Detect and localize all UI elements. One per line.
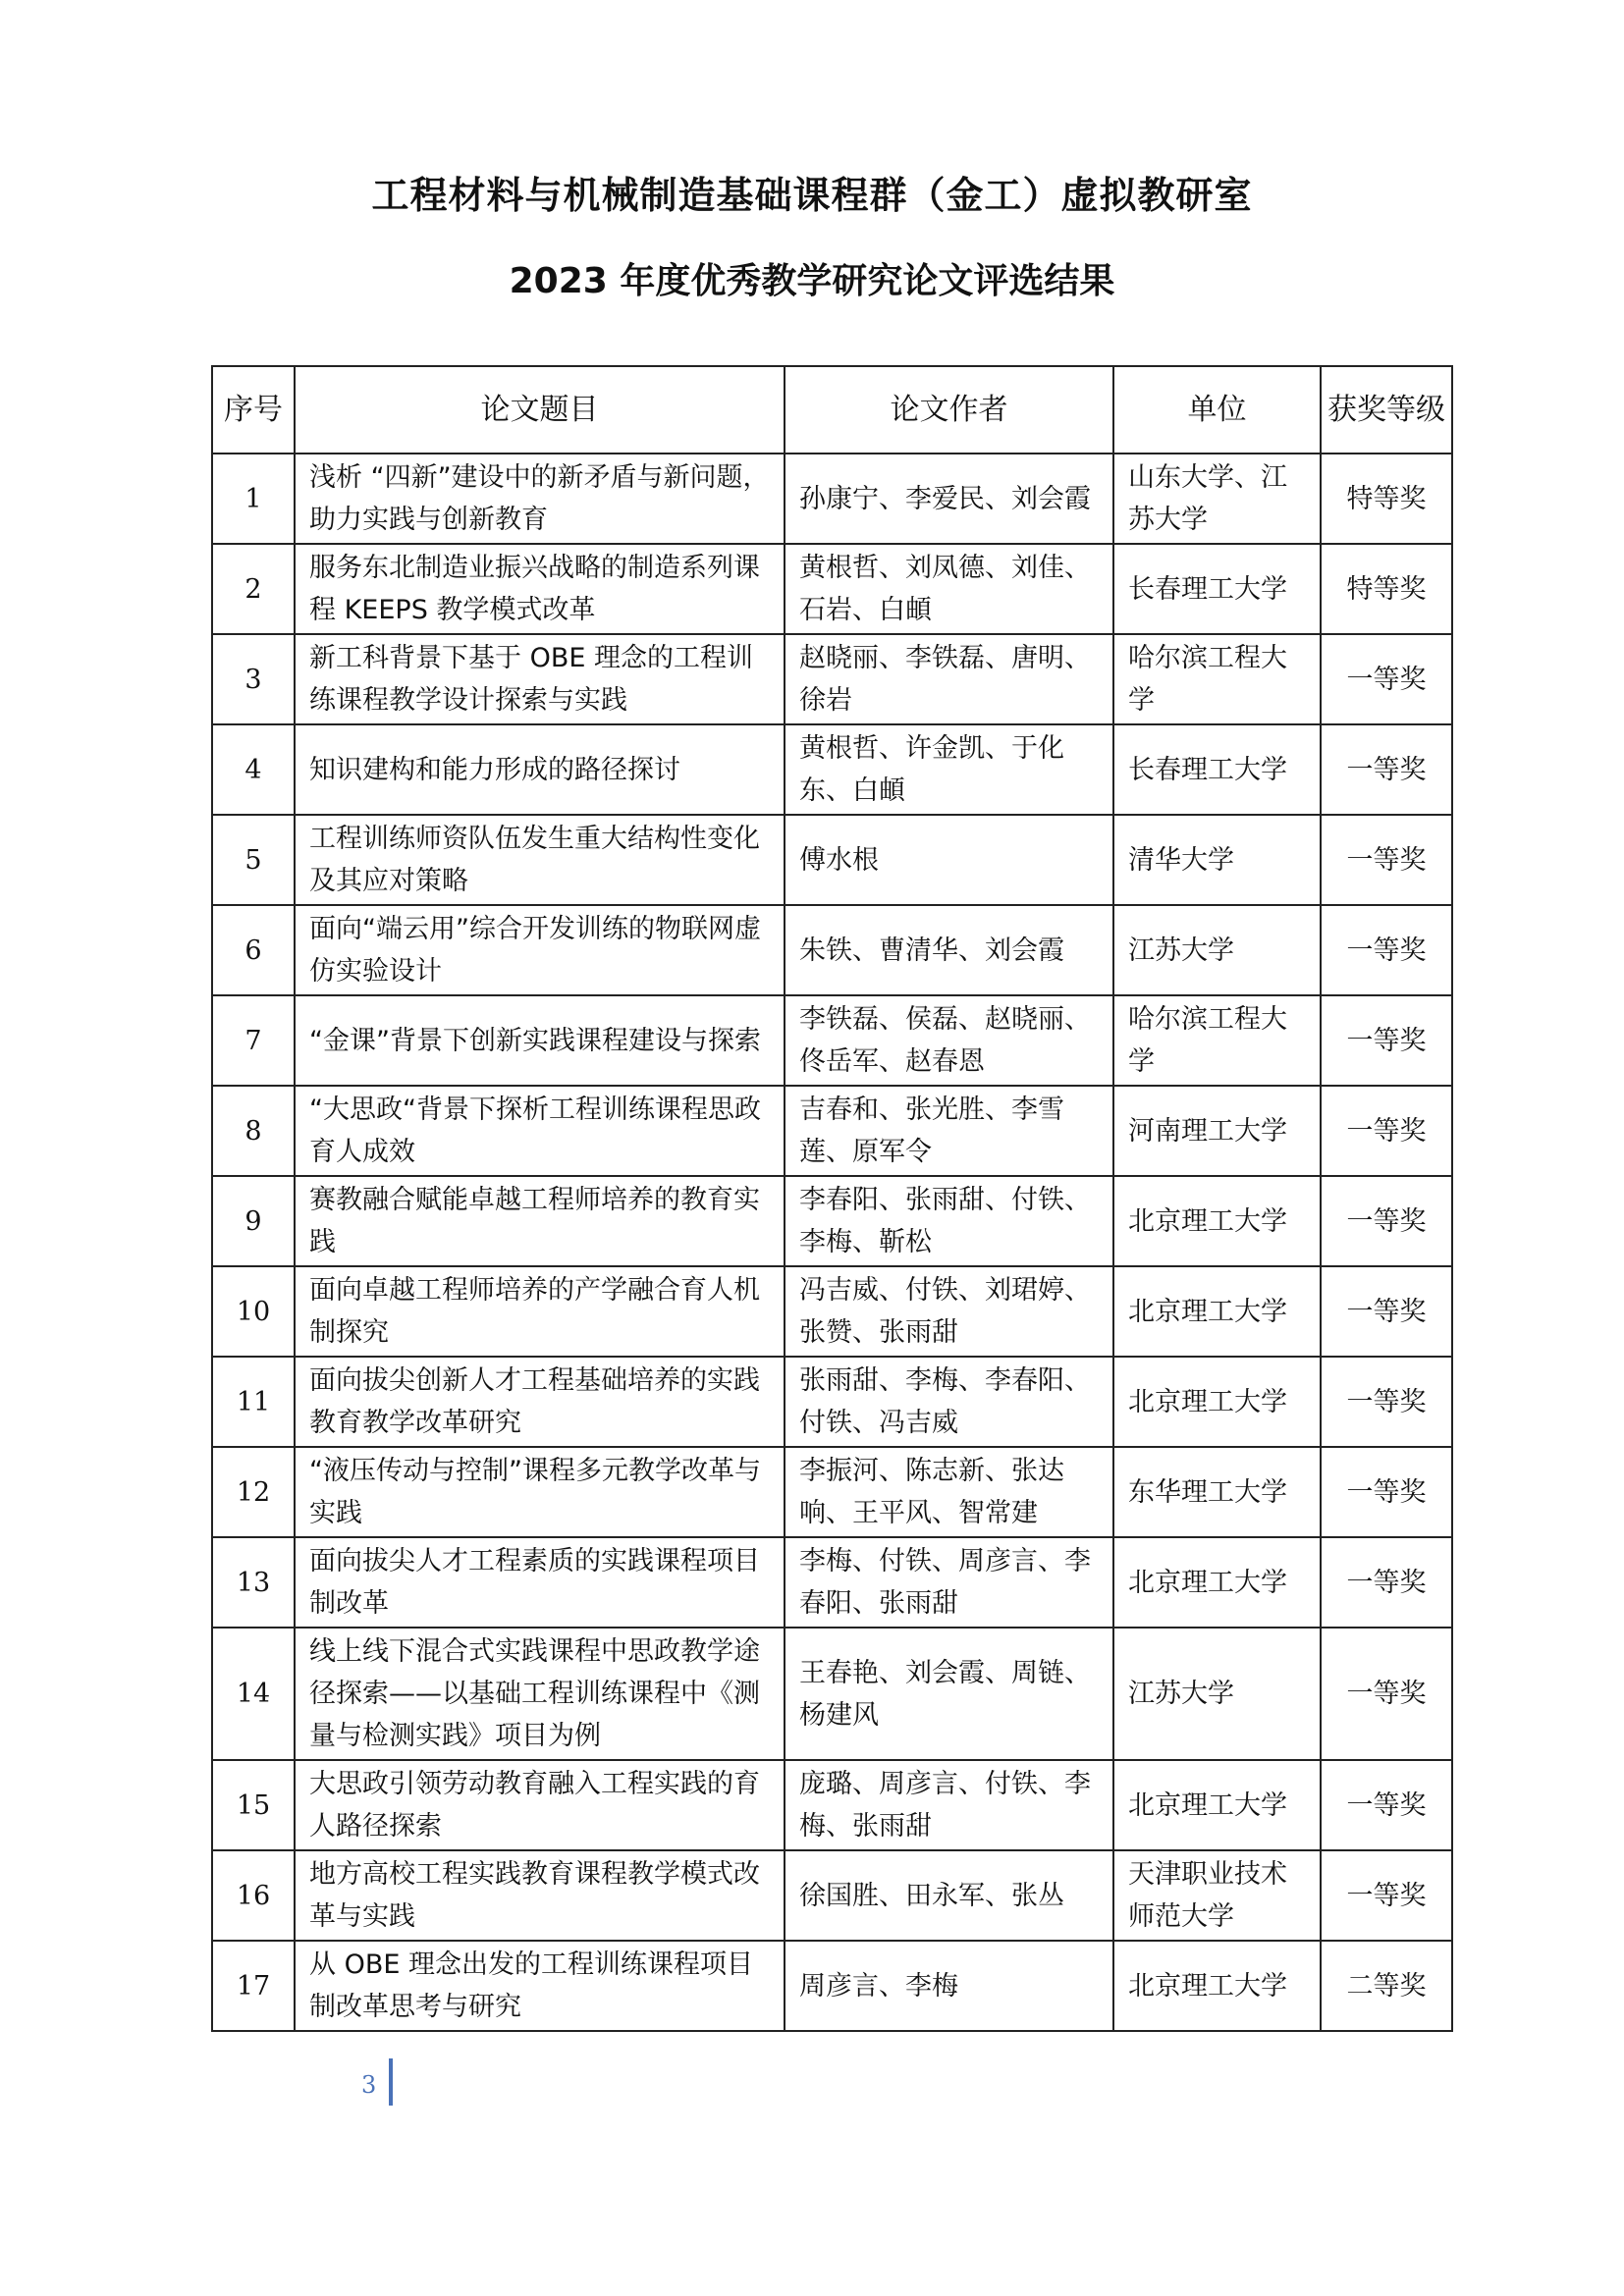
cell-title: “大思政“背景下探析工程训练课程思政育人成效 [295,1086,785,1176]
cell-award: 一等奖 [1321,1628,1452,1760]
cell-no: 17 [212,1941,295,2031]
cell-award: 一等奖 [1321,1266,1452,1357]
cell-unit: 清华大学 [1113,815,1321,905]
cell-no: 8 [212,1086,295,1176]
cell-title: 服务东北制造业振兴战略的制造系列课程 KEEPS 教学模式改革 [295,544,785,634]
cell-unit: 北京理工大学 [1113,1537,1321,1628]
cell-authors: 李梅、付铁、周彦言、李春阳、张雨甜 [785,1537,1113,1628]
table-row [212,544,1452,634]
header-row [212,366,1452,454]
page-number: 3 [361,2071,377,2099]
table-row [212,905,1452,995]
cell-authors: 赵晓丽、李铁磊、唐明、徐岩 [785,634,1113,724]
table-row [212,1760,1452,1850]
cell-title: 工程训练师资队伍发生重大结构性变化及其应对策略 [295,815,785,905]
cell-no: 4 [212,724,295,815]
cell-authors: 庞璐、周彦言、付铁、李梅、张雨甜 [785,1760,1113,1850]
table-row [212,634,1452,724]
cell-no: 9 [212,1176,295,1266]
cell-no: 5 [212,815,295,905]
table-row [212,1176,1452,1266]
cell-unit: 山东大学、江苏大学 [1113,454,1321,544]
cell-title: 面向拔尖人才工程素质的实践课程项目制改革 [295,1537,785,1628]
cell-authors: 冯吉威、付铁、刘珺婷、张赞、张雨甜 [785,1266,1113,1357]
cell-authors: 傅水根 [785,815,1113,905]
cell-no: 2 [212,544,295,634]
cell-authors: 黄根哲、刘凤德、刘佳、石岩、白頔 [785,544,1113,634]
cell-no: 13 [212,1537,295,1628]
document-subtitle: 2023 年度优秀教学研究论文评选结果 [509,261,1115,301]
cell-unit: 北京理工大学 [1113,1760,1321,1850]
cell-no: 7 [212,995,295,1086]
cell-unit: 东华理工大学 [1113,1447,1321,1537]
cell-title: 浅析 “四新”建设中的新矛盾与新问题，助力实践与创新教育 [295,454,785,544]
cell-authors: 徐国胜、田永军、张丛 [785,1850,1113,1941]
cell-no: 6 [212,905,295,995]
cell-award: 二等奖 [1321,1941,1452,2031]
cell-award: 一等奖 [1321,1850,1452,1941]
cell-unit: 江苏大学 [1113,1628,1321,1760]
cell-title: 新工科背景下基于 OBE 理念的工程训练课程教学设计探索与实践 [295,634,785,724]
table-row [212,1266,1452,1357]
cell-authors: 孙康宁、李爱民、刘会霞 [785,454,1113,544]
cell-unit: 北京理工大学 [1113,1357,1321,1447]
table-row [212,1357,1452,1447]
cell-award: 一等奖 [1321,1357,1452,1447]
table-row [212,1086,1452,1176]
cell-authors: 张雨甜、李梅、李春阳、付铁、冯吉威 [785,1357,1113,1447]
cell-no: 1 [212,454,295,544]
cell-unit: 河南理工大学 [1113,1086,1321,1176]
cell-award: 一等奖 [1321,1537,1452,1628]
cell-authors: 吉春和、张光胜、李雪莲、原军令 [785,1086,1113,1176]
cell-award: 一等奖 [1321,634,1452,724]
cell-award: 特等奖 [1321,544,1452,634]
cell-authors: 王春艳、刘会霞、周链、杨建风 [785,1628,1113,1760]
cell-unit: 北京理工大学 [1113,1176,1321,1266]
cell-title: 面向卓越工程师培养的产学融合育人机制探究 [295,1266,785,1357]
cell-no: 10 [212,1266,295,1357]
cell-authors: 周彦言、李梅 [785,1941,1113,2031]
table-row [212,1850,1452,1941]
cell-unit: 长春理工大学 [1113,544,1321,634]
cell-unit: 哈尔滨工程大学 [1113,995,1321,1086]
table-row [212,1941,1452,2031]
header-authors: 论文作者 [785,366,1113,454]
cell-no: 14 [212,1628,295,1760]
cell-no: 12 [212,1447,295,1537]
table-row [212,454,1452,544]
table-row [212,1537,1452,1628]
cell-award: 一等奖 [1321,1176,1452,1266]
cell-award: 特等奖 [1321,454,1452,544]
cell-title: 地方高校工程实践教育课程教学模式改革与实践 [295,1850,785,1941]
cell-award: 一等奖 [1321,1086,1452,1176]
cell-title: 从 OBE 理念出发的工程训练课程项目制改革思考与研究 [295,1941,785,2031]
cell-award: 一等奖 [1321,724,1452,815]
cell-unit: 北京理工大学 [1113,1941,1321,2031]
cell-authors: 李春阳、张雨甜、付铁、李梅、靳松 [785,1176,1113,1266]
table-row [212,1628,1452,1760]
header-unit: 单位 [1113,366,1321,454]
table-row [212,724,1452,815]
table-row [212,1447,1452,1537]
cell-award: 一等奖 [1321,905,1452,995]
cell-authors: 朱铁、曹清华、刘会霞 [785,905,1113,995]
cell-title: “液压传动与控制”课程多元教学改革与实践 [295,1447,785,1537]
table-row [212,815,1452,905]
cell-award: 一等奖 [1321,995,1452,1086]
cell-authors: 李铁磊、侯磊、赵晓丽、佟岳军、赵春恩 [785,995,1113,1086]
cell-title: 线上线下混合式实践课程中思政教学途径探索——以基础工程训练课程中《测量与检测实践》项目为例 [295,1628,785,1760]
cell-no: 16 [212,1850,295,1941]
cell-title: 面向“端云用”综合开发训练的物联网虚仿实验设计 [295,905,785,995]
cell-title: 大思政引领劳动教育融入工程实践的育人路径探索 [295,1760,785,1850]
cell-no: 11 [212,1357,295,1447]
header-title: 论文题目 [295,366,785,454]
cell-unit: 天津职业技术师范大学 [1113,1850,1321,1941]
document-title: 工程材料与机械制造基础课程群（金工）虚拟教研室 [371,174,1253,217]
table-row [212,995,1452,1086]
cell-unit: 江苏大学 [1113,905,1321,995]
cell-title: 面向拔尖创新人才工程基础培养的实践教育教学改革研究 [295,1357,785,1447]
cell-no: 15 [212,1760,295,1850]
cell-title: 赛教融合赋能卓越工程师培养的教育实践 [295,1176,785,1266]
results-table [211,365,1453,2032]
page-number-divider [389,2058,393,2106]
cell-unit: 长春理工大学 [1113,724,1321,815]
cell-authors: 黄根哲、许金凯、于化东、白頔 [785,724,1113,815]
cell-unit: 哈尔滨工程大学 [1113,634,1321,724]
cell-unit: 北京理工大学 [1113,1266,1321,1357]
cell-title: “金课”背景下创新实践课程建设与探索 [295,995,785,1086]
header-no: 序号 [212,366,295,454]
cell-authors: 李振河、陈志新、张达响、王平风、智常建 [785,1447,1113,1537]
cell-title: 知识建构和能力形成的路径探讨 [295,724,785,815]
cell-award: 一等奖 [1321,1760,1452,1850]
cell-award: 一等奖 [1321,815,1452,905]
cell-no: 3 [212,634,295,724]
cell-award: 一等奖 [1321,1447,1452,1537]
header-award: 获奖等级 [1321,366,1452,454]
